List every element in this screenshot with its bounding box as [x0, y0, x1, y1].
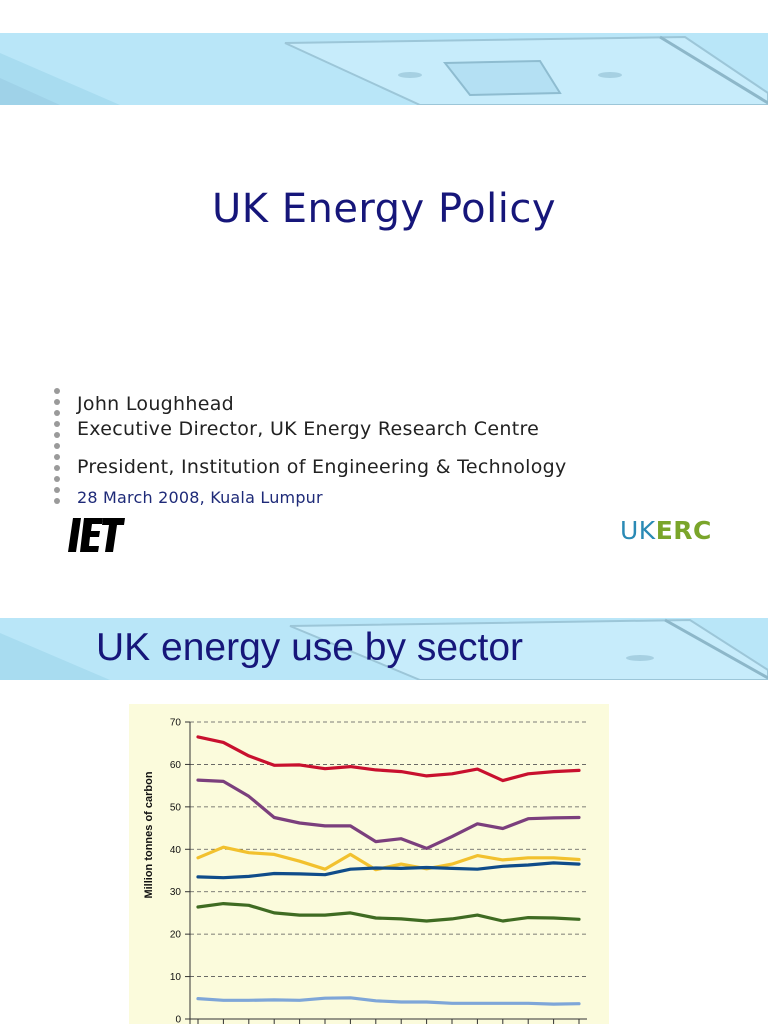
y-tick-label: 70 [169, 717, 181, 729]
iet-logo [67, 518, 125, 552]
y-tick-label: 60 [169, 759, 181, 771]
slide-title: UK Energy Policy [211, 186, 557, 232]
series-line-4 [198, 863, 579, 878]
author-name: John Loughhead [77, 393, 235, 415]
presentation-date: 28 March 2008, Kuala Lumpur [77, 488, 323, 507]
header-banner [0, 33, 768, 105]
line-chart [129, 704, 609, 1024]
y-tick-label: 50 [169, 802, 181, 814]
author-role: Executive Director, UK Energy Research Centre [77, 418, 540, 440]
y-tick-label: 40 [169, 844, 181, 856]
y-tick-label: 0 [175, 1014, 181, 1024]
series-line-1 [198, 737, 579, 781]
chart-slide: UK energy use by sector 0 10 20 30 40 50 60 70 Million tonnes of carbon [0, 608, 768, 1024]
series-line-6 [198, 998, 579, 1004]
ukerc-logo: UKERC [620, 516, 712, 545]
y-tick-label: 20 [169, 929, 181, 941]
chart-canvas [129, 704, 609, 1024]
y-tick-label: 10 [169, 972, 181, 984]
slide-title: UK energy use by sector [96, 626, 524, 669]
y-tick-label: 30 [169, 887, 181, 899]
series-line-5 [198, 904, 579, 921]
series-line-2 [198, 780, 579, 848]
author-block [77, 392, 567, 507]
author-president: President, Institution of Engineering & Technology [77, 456, 567, 478]
bullet-dots [54, 388, 62, 509]
